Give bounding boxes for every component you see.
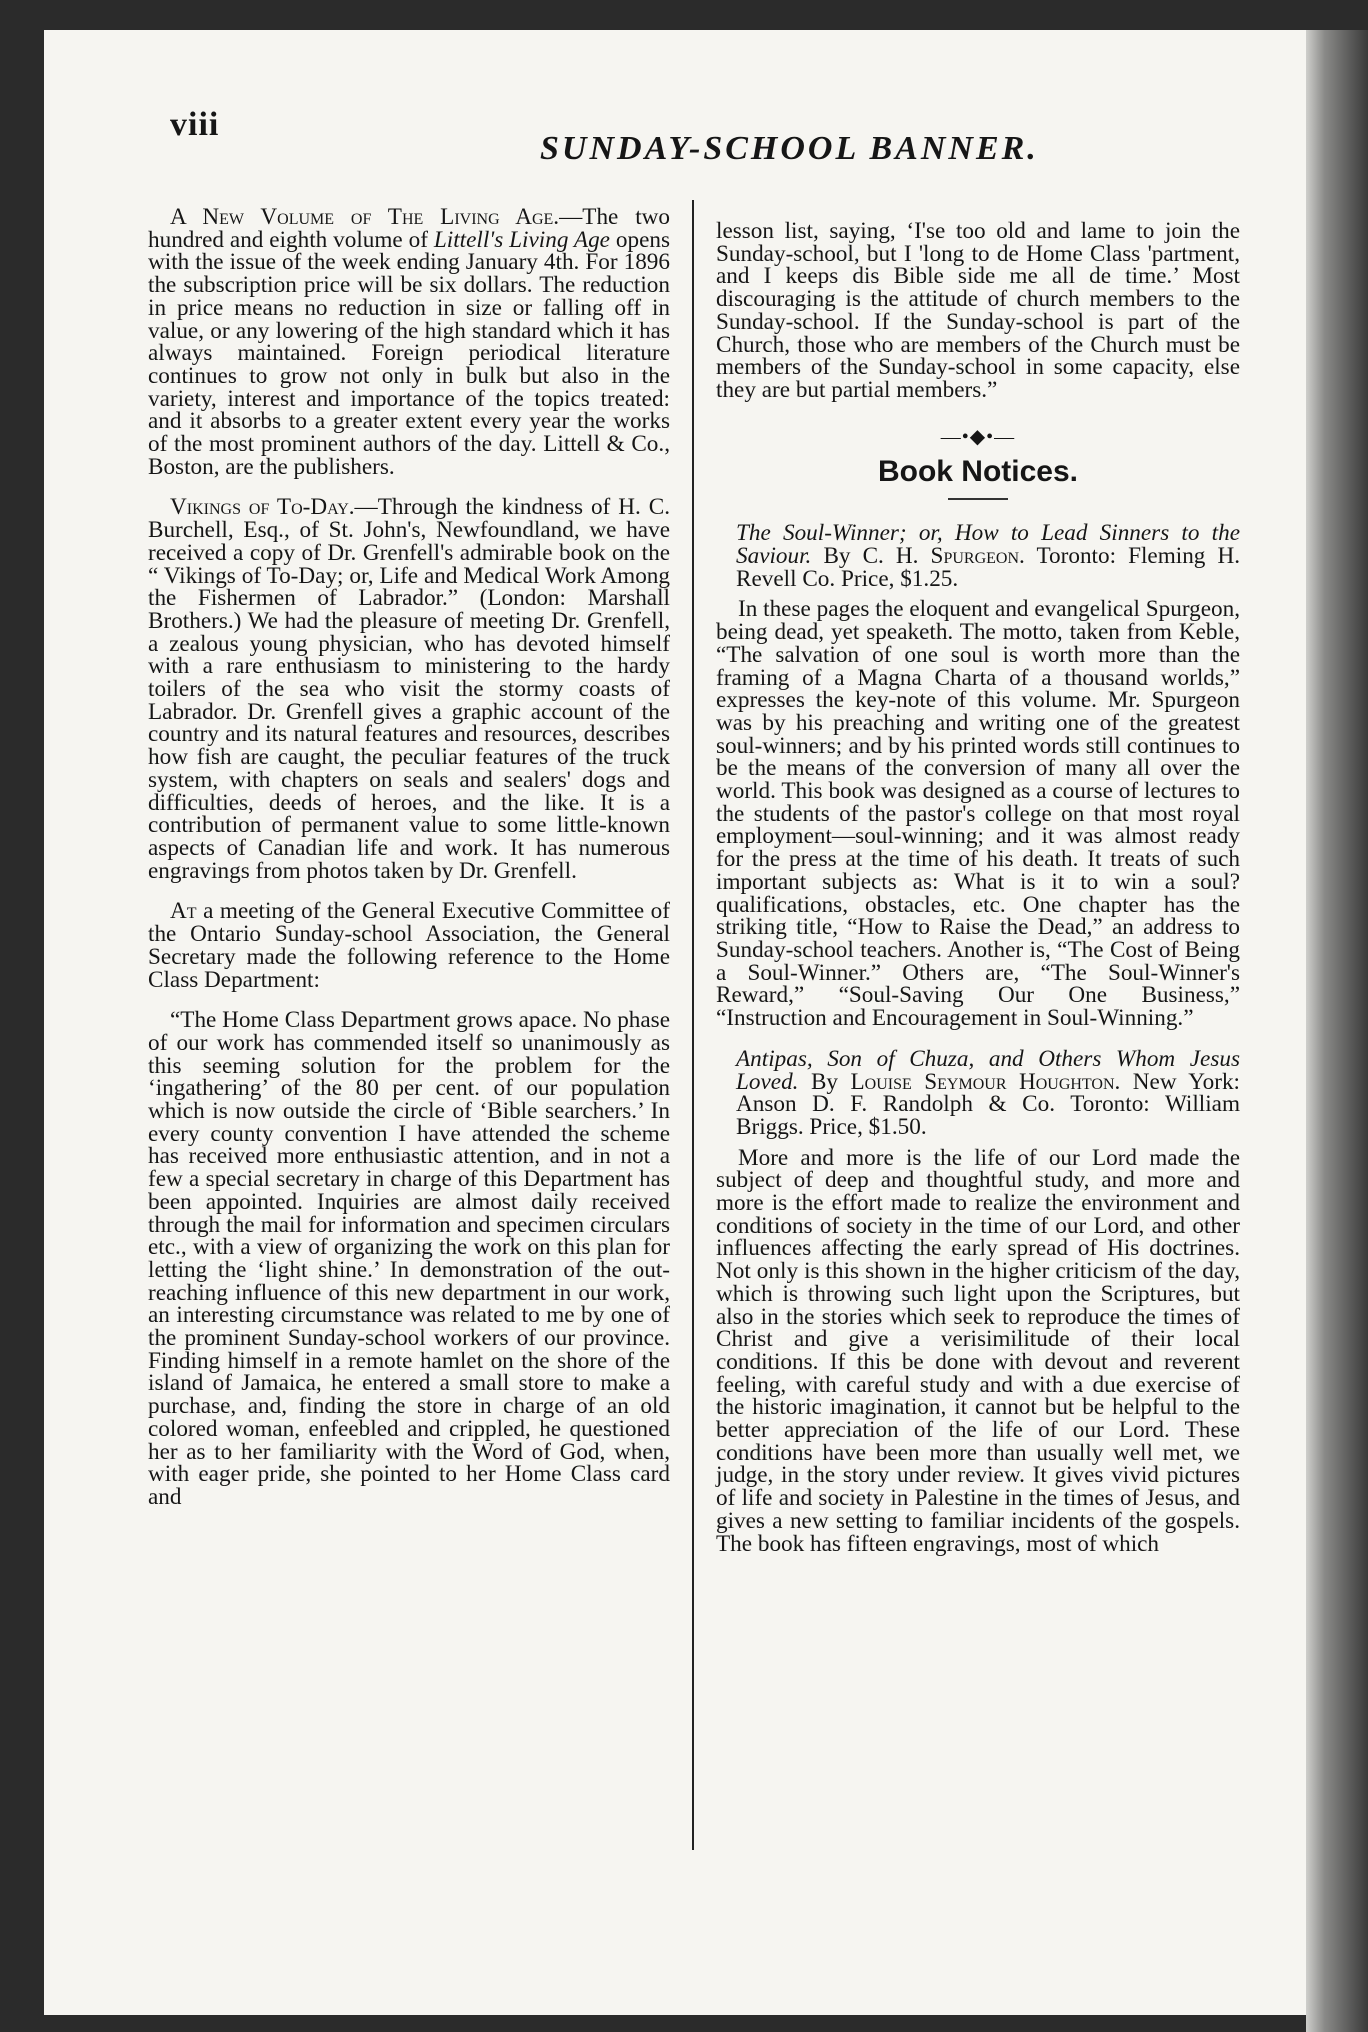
notice-publisher: New York: Anson D. F. Randolph & Co. Toronto: William Briggs. Price, $1.50. bbox=[736, 1068, 1240, 1140]
notice-header bbox=[716, 522, 1240, 590]
notice-author: C. H. Spurgeon. bbox=[862, 543, 1025, 570]
running-head: SUNDAY-SCHOOL BANNER. bbox=[540, 130, 1039, 167]
ornament-divider: —•◆•— bbox=[940, 425, 1016, 448]
article-text: lesson list, saying, ‘I'se too old and lame to join the Sunday-school, but I 'long to de Home Class 'partment, and I keeps dis Bible side me all de time.’ Most discouraging is the attitude of church members to the Sunday-school. If the Sunday-school is part of the Church, those who are members of the Church must be members of the Sunday-school in some capacity, else they are but partial members.” bbox=[716, 218, 1240, 403]
article-text: a meeting of the General Executive Committee of the Ontario Sunday-school Association, the General Secretary made the following reference to the Home Class Department: bbox=[148, 898, 670, 993]
notice-title: The Soul-Winner; or, How to Lead Sinners to the Saviour. bbox=[736, 520, 1240, 570]
notice-title: Antipas, Son of Chuza, and Others Whom Jesus Loved. bbox=[736, 1045, 1240, 1095]
column-divider bbox=[692, 200, 694, 1850]
article-living-age bbox=[148, 206, 670, 478]
article-lead: At bbox=[170, 898, 197, 925]
heading-rule bbox=[948, 498, 1008, 500]
page-number: viii bbox=[170, 106, 220, 143]
article-continuation bbox=[716, 220, 1240, 402]
notice-author: Louise Seymour Houghton. bbox=[850, 1068, 1121, 1095]
section-heading: Book Notices. bbox=[877, 455, 1079, 489]
article-lead: A New Volume of The Living Age. bbox=[170, 204, 560, 230]
article-italic: Littell's Living Age bbox=[433, 226, 610, 253]
notice-by: By bbox=[811, 543, 863, 570]
article-home-class bbox=[148, 900, 670, 991]
left-column bbox=[148, 206, 670, 1527]
right-column bbox=[716, 220, 1240, 1573]
article-text: “The Home Class Department grows apace. No phase of our work has commended itself so unanimously as this seeming solution for the problem for the ‘ingathering’ of the 80 per cent. of our population which is now outside the circle of ‘Bible searchers.’ In every county convention I have attended the scheme has received more enthusiastic attention, and in not a few a special secretary in charge of this Department has been appointed. Inquiries are almost daily received through the mail for information and specimen circulars etc., with a view of organizing the work on this plan for letting the ‘light shine.’ In demonstration of the out-reaching influence of this new department in our work, an interesting circumstance was related to me by one of the prominent Sunday-school workers of our province. Finding himself in a remote hamlet on the shore of the island of Jamaica, he entered a small store to make a purchase, and, finding the store in charge of an old colored woman, enfeebled and crippled, he questioned her as to her familiarity with the Word of God, when, with eager pride, she pointed to her Home Class card and bbox=[148, 1007, 670, 1510]
article-quote bbox=[148, 1009, 670, 1508]
notice-header bbox=[716, 1045, 1240, 1140]
notice-publisher: Toronto: Fleming H. Revell Co. Price, $1.25. bbox=[736, 543, 1241, 592]
article-lead: Vikings of To-Day. bbox=[170, 494, 355, 521]
notice-by: By bbox=[798, 1068, 851, 1095]
notice-body bbox=[716, 596, 1240, 1032]
article-vikings bbox=[148, 496, 670, 882]
article-text: opens with the issue of the week ending January 4th. For 1896 the subscription price will be six dollars. The reduction in price means no reduction in size or falling off in value, or any lowering of the high standard which it has always maintained. Foreign periodical literature continues to grow not only in bulk but also in the variety, interest and importance of the topics treated: and it absorbs to a greater extent every year the works of the most prominent authors of the day. Littell & Co., Boston, are the publishers. bbox=[148, 226, 670, 480]
article-text: —Through the kindness of H. C. Burchell, Esq., of St. John's, Newfoundland, we have received a copy of Dr. Grenfell's admirable book on the “ Vikings of To-Day; or, Life and Medical Work Among the Fishermen of Labrador.” (London: Marshall Brothers.) We had the pleasure of meeting Dr. Grenfell, a zealous young physician, who has devoted himself with a rare enthusiasm to ministering to the hardy toilers of the sea who visit the stormy coasts of Labrador. Dr. Grenfell gives a graphic account of the country and its natural features and resources, describes how fish are caught, the peculiar features of the truck system, with chapters on seals and sealers' dogs and difficulties, deeds of heroes, and the like. It is a contribution of permanent value to some little-known aspects of Canadian life and work. It has numerous engravings from photos taken by Dr. Grenfell. bbox=[148, 494, 670, 884]
notice-text: In these pages the eloquent and evangelical Spurgeon, being dead, yet speaketh. The motto, taken from Keble, “The salvation of one soul is worth more than the framing of a Magna Charta of a thousand worlds,” expresses the key-note of this volume. Mr. Spurgeon was by his preaching and writing one of the greatest soul-winners; and by his printed words still continues to be the means of the conversion of many all over the world. This book was designed as a course of lectures to the students of the pastor's college on that most royal employment—soul-winning; and it was almost ready for the press at the time of his death. It treats of such important subjects as: What is it to win a soul? qualifications, obstacles, etc. One chapter has the striking title, “How to Raise the Dead,” an address to Sunday-school teachers. Another is, “The Cost of Being a Soul-Winner.” Others are, “The Soul-Winner's Reward,” “Soul-Saving Our One Business,” “Instruction and Encouragement in Soul-Winning.” bbox=[716, 596, 1240, 1032]
article-text: —The two hundred and eighth volume of bbox=[148, 204, 670, 253]
notice-body bbox=[716, 1144, 1240, 1557]
notice-text: More and more is the life of our Lord made the subject of deep and thoughtful study, and more and more is the effort made to realize the environment and conditions of society in the time of our Lord, and other influences affecting the early spread of His doctrines. Not only is this shown in the higher criticism of the day, which is throwing such light upon the Scriptures, but also in the stories which seek to reproduce the times of Christ and give a verisimilitude of their local conditions. If this be done with devout and reverent feeling, with careful study and with a due exercise of the historic imagination, it cannot but be helpful to the better appreciation of the life of our Lord. These conditions have been more than usually well met, we judge, in the story under review. It gives vivid pictures of life and society in Palestine in the times of Jesus, and gives a new setting to familiar incidents of the gospels. The book has fifteen engravings, most of which bbox=[716, 1144, 1240, 1557]
book-edge bbox=[1306, 30, 1368, 2032]
